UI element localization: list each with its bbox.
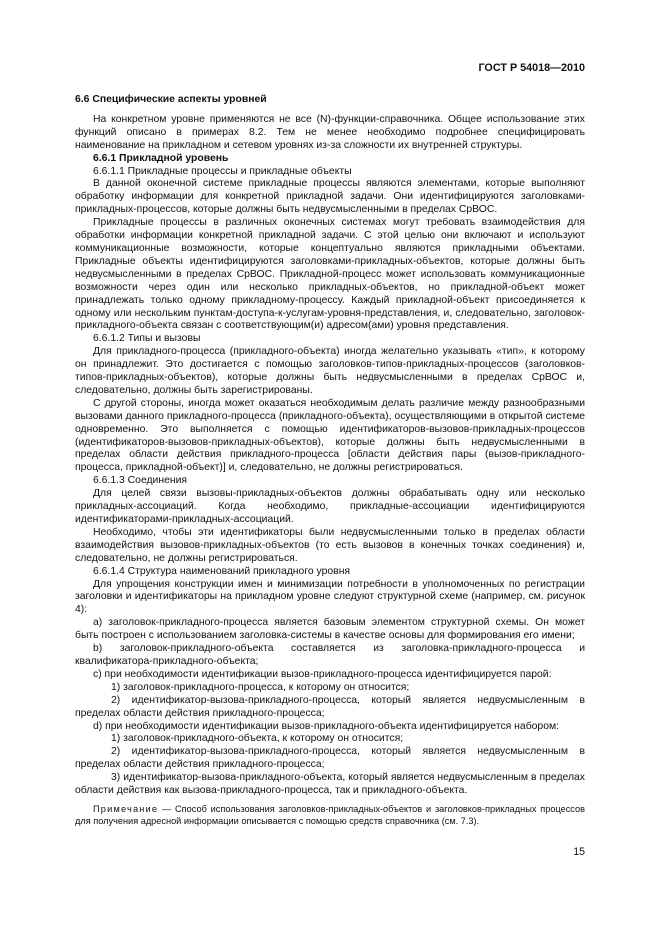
subsection-heading: 6.6.1.2 Типы и вызовы (93, 333, 201, 345)
paragraph: Для упрощения конструкции имен и минимизации потребности в уполномоченных по регистрации заголовки и идентификаторы на прикладном уровне следуют структурной схеме (например, см. рисунок 4): (75, 578, 585, 616)
subsection-heading: 6.6.1.4 Структура наименований прикладного уровня (93, 565, 351, 577)
sub-list-item: 1) заголовок-прикладного-процесса, к которому он относится; (111, 681, 410, 693)
paragraph: Прикладные процессы в различных оконечных системах могут требовать взаимодействия для обработки информации конкретной прикладной задачи. С этой целью они включают и используют коммуникационные возможности, которые концептуально являются прикладными объектами. Прикладные объекты идентифицируются заголовками-прикладных-объектов, которые должны быть недвусмысленными в пределах СрВОС. Прикладной-процесс может использовать коммуникационные возможности через один или несколько прикладных-объектов, но прикладной-объект может принадлежать только одному прикладному-процессу. Каждый прикладной-объект присоединяется к одному или нескольким пунктам-доступа-к-услугам-уровня-представления, и, следовательно, заголовок-прикладного-объекта связан с соответствующим(и) адресом(ами) уровня представления. (75, 217, 585, 332)
note-text: — Способ использования заголовков-прикладных-объектов и заголовков-прикладных процессов для получения адресной информации описывается с помощью средств справочника (см. 7.3). (75, 803, 585, 826)
paragraph: Необходимо, чтобы эти идентификаторы были недвусмысленными только в пределах области взаимодействия вызовов-прикладных-объектов (то есть вызовов в конечных точках соединения) и, следовательно, не должны регистрироваться. (75, 526, 585, 564)
standard-header: ГОСТ Р 54018—2010 (478, 62, 585, 74)
page-body (75, 94, 585, 827)
paragraph: С другой стороны, иногда может оказаться необходимым делать различие между разнообразными вызовами данного прикладного-процесса (прикладного-объекта), осуществляющими в открытой системе одновременно. Это выполняется с помощью идентификаторов-вызовов-прикладных-процессов (идентификаторов-вызовов-прикладных-объектов), которые должны быть недвусмысленными в пределах области действия прикладного-процесса [области действия пары (вызов-прикладного-процесса, прикладной-объект)] и, следовательно, не должны регистрироваться. (75, 397, 585, 474)
subsection-heading: 6.6.1.3 Соединения (93, 475, 188, 487)
paragraph: Для прикладного-процесса (прикладного-объекта) иногда желательно указывать «тип», к которому он принадлежит. Это достигается с помощью заголовков-типов-прикладных-процессов (заголовков-типов-прикладных-объектов), которые должны быть недвусмысленными в пределах СрВОС и, следовательно, должны быть зарегистрированы. (75, 346, 585, 396)
note-label: Примечание (93, 803, 159, 814)
sub-list-item: 2) идентификатор-вызова-прикладного-процесса, который является недвусмысленным в пределах области действия прикладного-процесса; (75, 746, 585, 771)
paragraph: Для целей связи вызовы-прикладных-объектов должны обрабатывать одну или несколько прикладных-ассоциаций. Когда необходимо, прикладные-ассоциации идентифицируются идентификаторами-прикладных-ассоциаций. (75, 488, 585, 525)
subsection-heading: 6.6.1.1 Прикладные процессы и прикладные объекты (93, 165, 352, 177)
paragraph: В данной оконечной системе прикладные процессы являются элементами, которые выполняют обработку информации для конкретной прикладной задачи. Они идентифицируются заголовками-прикладных-процессов, которые должны быть недвусмысленными в пределах СрВОС. (75, 178, 585, 216)
sub-list-item: 3) идентификатор-вызова-прикладного-объекта, который является недвусмысленным в пределах области действия как вызова-прикладного-процесса, так и прикладного-объекта. (75, 772, 585, 797)
list-item: b) заголовок-прикладного-объекта составляется из заголовка-прикладного-процесса и квалификатора-прикладного-объекта; (75, 643, 585, 667)
note (75, 804, 585, 827)
sub-list-item: 2) идентификатор-вызова-прикладного-процесса, который является недвусмысленным в пределах области действия прикладного-процесса; (75, 694, 585, 719)
subsection-heading: 6.6.1 Прикладной уровень (93, 152, 229, 164)
list-item: c) при необходимости идентификации вызов-прикладного-процесса идентифицируется парой: (93, 668, 552, 680)
sub-list-item: 1) заголовок-прикладного-объекта, к которому он относится; (111, 733, 404, 745)
paragraph: На конкретном уровне применяются не все (N)-функции-справочника. Общее использование этих функций описано в примерах 8.2. Тем не менее необходимо подробнее специфицировать наименование на прикладном и сетевом уровнях из-за сложности их внутренней структуры. (75, 113, 585, 151)
list-item: а) заголовок-прикладного-процесса является базовым элементом структурной схемы. Он может быть построен с использованием заголовка-системы в качестве основы для формирования его имени; (75, 617, 585, 642)
page-number: 15 (573, 846, 585, 858)
section-title: 6.6 Специфические аспекты уровней (75, 94, 267, 105)
list-item: d) при необходимости идентификации вызов-прикладного-объекта идентифицируется набором: (93, 720, 560, 732)
